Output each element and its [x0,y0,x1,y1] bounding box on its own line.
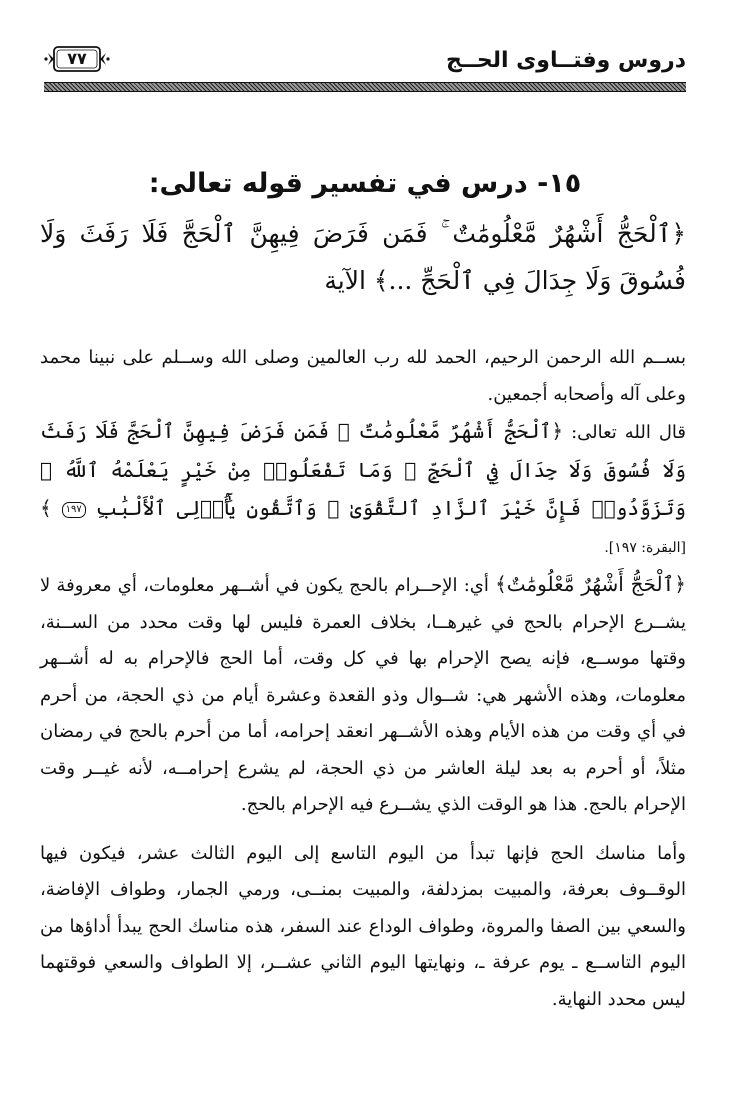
page-number: ٧٧ [67,49,87,68]
verse-intro: قال الله تعالى: [571,422,686,443]
heading-verse: ﴿ٱلْحَجُّ أَشْهُرٌ مَّعْلُومَٰتٌ ۚ فَمَن فَرَضَ فِيهِنَّ ٱلْحَجَّ فَلَا رَفَثَ وَلَا فُسُوقَ وَلَا جِدَالَ فِي ٱلْحَجِّ ...﴾ الآية [40,219,686,295]
paragraph-opening: بســم الله الرحمن الرحيم، الحمد لله رب العالمين وصلى الله وســلم على نبينا محمد وعلى آله وأصحابه أجمعين. [40,347,686,405]
page-header [44,44,686,84]
paragraph-explanation [40,566,686,824]
page-number-badge [44,44,110,74]
header-rule [44,82,686,92]
body-text [40,340,686,1018]
paragraph-rites: وأما مناسك الحج فإنها تبدأ من اليوم التاسع إلى اليوم الثالث عشر، فيكون فيها الوقــوف بعرفة، والمبيت بمزدلفة، والمبيت بمنــى، ورمي الجمار، وطواف الإفاضة، والسعي بين الصفا والمروة، وطواف الوداع عند السفر، هذه مناسك الحج يبدأ أداؤها من اليوم التاســع ـ يوم عرفة ـ، ونهايتها اليوم الثاني عشــر، إلا الطواف والسعي فوقتهما ليس محدد النهاية. [40,842,686,1010]
ayah-number-marker: ١٩٧ [62,502,86,518]
section-heading: ١٥- درس في تفسير قوله تعالى: [148,168,582,199]
running-title: دروس وفتــاوى الحــج [445,48,686,73]
explanation-text: أي: الإحــرام بالحج يكون في أشــهر معلومات، أي معروفة لا يشــرع الإحرام بالحج في غيرهــا، بخلاف العمرة فليس لها وقت محدد من الســنة، وقتها موســع، فإنه يصح الإحرام بها في كل وقت، أما الحج فالإحرام به له أشــهر معلومات، وهذه الأشهر هي: شــوال وذو القعدة وعشرة أيام من ذي الحجة، من أحرم في أي وقت من هذه الأيام وهذه الأشــهر انعقد إحرامه، أما من أحرم بالحج في رمضان مثلاً، أو أحرم به بعد ليلة العاشر من ذي الحجة، لم يشرع إحرامــه، لأنه غيــر وقت الإحرام بالحج. هذا هو الوقت الذي يشــرع فيه الإحرام بالحج. [40,575,686,815]
surah-reference: [البقرة: ١٩٧]. [604,539,686,556]
quran-verse: ﴿ٱلْحَجُّ أَشْهُرٌ مَّعْلُومَٰتٌ ۚ فَمَن فَرَضَ فِيهِنَّ ٱلْحَجَّ فَلَا رَفَثَ وَلَا فُسُوقَ وَلَا جِدَالَ فِي ٱلْحَجِّ ۗ وَمَا تَفْعَلُوا۟ مِنْ خَيْرٍ يَعْلَمْهُ ٱللَّهُ ۗ وَتَزَوَّدُوا۟ فَإِنَّ خَيْرَ ٱلزَّادِ ٱلتَّقْوَىٰ ۚ وَٱتَّقُونِ يَٰٓأُو۟لِى ٱلْأَلْبَٰبِ [40,419,686,520]
paragraph-verse-quote [40,413,686,566]
verse-close-bracket: ﴾ [40,496,52,520]
quoted-verse: ﴿ٱلْحَجُّ أَشْهُرٌ مَّعْلُومَٰتٌ﴾ [495,572,686,596]
